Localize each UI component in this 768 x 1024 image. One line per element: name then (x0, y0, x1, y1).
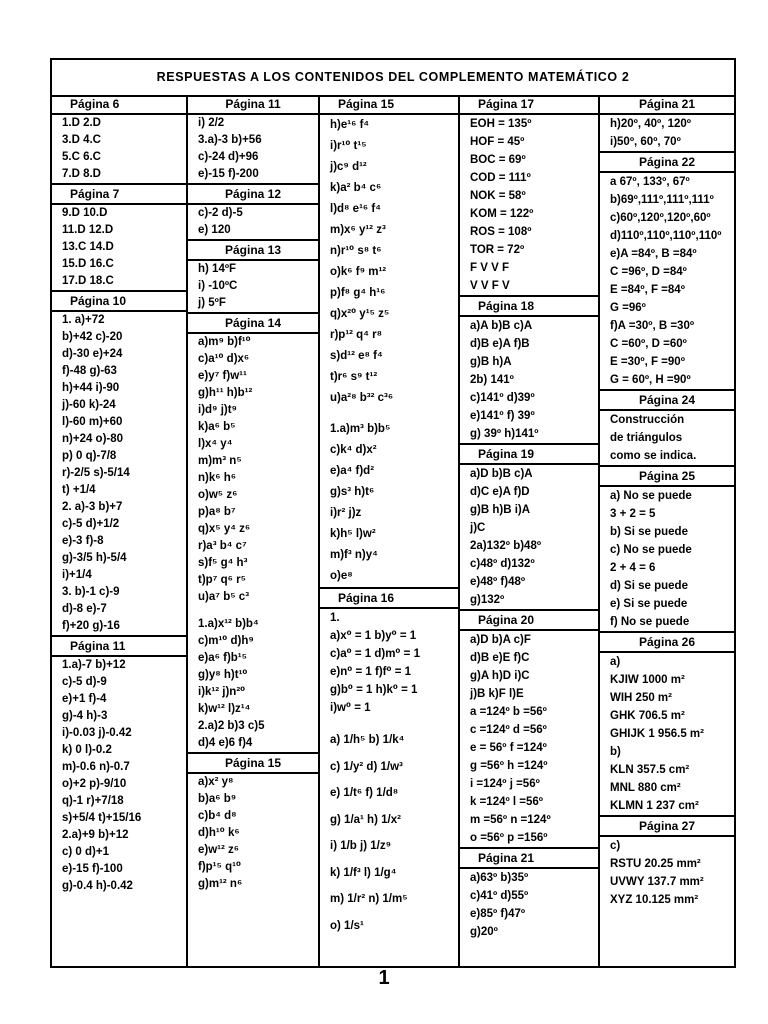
answer-line: d)110º,110º,110º,110º (610, 230, 722, 242)
answer-line: 13.C 14.D (62, 241, 114, 253)
answer-line: k)a⁶ b⁵ (198, 421, 236, 433)
answer-line: p)a⁸ b⁷ (198, 506, 236, 518)
section-header: Página 20 (460, 609, 598, 631)
answer-line: l)d⁸ e¹⁶ f⁴ (330, 203, 381, 215)
answer-sheet (50, 58, 736, 968)
answer-line: s)+5/4 t)+15/16 (62, 812, 142, 824)
answer-line: 3. b)-1 c)-9 (62, 586, 120, 598)
page-section (52, 635, 186, 895)
section-header: Página 21 (600, 95, 734, 115)
answer-line: 1. a)+72 (62, 314, 105, 326)
answer-line: i)-0.03 j)-0.42 (62, 727, 132, 739)
page-section (188, 239, 318, 312)
answer-line: F V V F (470, 262, 509, 274)
answer-line: GHK 706.5 m² (610, 710, 685, 722)
answer-line: C =60º, D =60º (610, 338, 687, 350)
answer-line: h) 14ºF (198, 263, 237, 275)
answer-line: 3 + 2 = 5 (610, 508, 656, 520)
answer-line: 7.D 8.D (62, 168, 101, 180)
answer-line: g)y⁸ h)t¹⁰ (198, 669, 248, 681)
answer-line: m) 1/r² n) 1/m⁵ (330, 893, 408, 905)
column-5 (598, 95, 734, 966)
answer-line: d) Si se puede (610, 580, 688, 592)
answer-line: i =124º j =56º (470, 778, 540, 790)
answer-line: o) 1/s¹ (330, 919, 364, 932)
answer-line: g)20º (470, 926, 498, 938)
answer-line: s)d¹² e⁸ f⁴ (330, 350, 383, 362)
answer-line: b)a⁶ b⁹ (198, 793, 237, 805)
answer-line: j) 5ºF (198, 297, 226, 309)
section-header: Página 7 (52, 183, 186, 205)
section-header: Página 22 (600, 151, 734, 173)
answer-line: c) 0 d)+1 (62, 846, 109, 858)
answer-line: q)x²⁰ y¹⁵ z⁵ (330, 308, 390, 320)
answer-line: m)x⁶ y¹² z³ (330, 224, 386, 236)
page-section (320, 587, 458, 939)
column-4 (458, 95, 598, 966)
answer-line: XYZ 10.125 mm² (610, 894, 699, 906)
answer-line: MNL 880 cm² (610, 782, 681, 794)
answer-line: ROS = 108º (470, 226, 532, 238)
answer-line: u)a²⁸ b³² c³⁶ (330, 392, 394, 404)
answer-line: RSTU 20.25 mm² (610, 858, 701, 870)
section-header: Página 16 (320, 587, 458, 609)
answer-line: 3.D 4.C (62, 134, 101, 146)
answer-line: g)b⁰ = 1 h)k⁰ = 1 (330, 684, 418, 696)
answer-line: a)63º b)35º (470, 872, 529, 884)
answer-line: c)b⁴ d⁸ (198, 810, 237, 822)
answer-line: i) 2/2 (198, 117, 225, 129)
column-3 (318, 95, 458, 966)
answer-line: c)a⁰ = 1 d)m⁰ = 1 (330, 648, 420, 660)
page-section (188, 312, 318, 752)
answer-line: e)141º f) 39º (470, 410, 535, 422)
answer-line: e) 120 (198, 224, 231, 236)
section-header: Página 18 (460, 295, 598, 317)
answer-line: g =56º h =124º (470, 760, 548, 772)
page-section (600, 631, 734, 815)
answer-line: E =30º, F =90º (610, 356, 685, 368)
page-section (600, 95, 734, 151)
answer-line: e)-3 f)-8 (62, 535, 104, 547)
answer-line: como se indica. (610, 450, 697, 462)
section-header: Página 19 (460, 443, 598, 465)
answer-line: f)+20 g)-16 (62, 620, 120, 632)
answer-line: f)-48 g)-63 (62, 365, 117, 377)
answer-line: d)-30 e)+24 (62, 348, 123, 360)
section-header: Página 13 (188, 239, 318, 261)
section-header: Página 12 (188, 183, 318, 205)
answer-line: h)e¹⁶ f⁴ (330, 119, 370, 131)
answer-line: G =96º (610, 302, 646, 314)
answer-line: i)+1/4 (62, 569, 92, 581)
section-header: Página 25 (600, 465, 734, 487)
answer-line: 2. a)-3 b)+7 (62, 501, 123, 513)
page-section (460, 295, 598, 443)
answer-line: c)60º,120º,120º,60º (610, 212, 711, 224)
page-section (320, 95, 458, 587)
page-section (600, 151, 734, 389)
answer-line: a)D b)B c)A (470, 468, 533, 480)
answer-line: k) 1/f³ l) 1/g⁴ (330, 866, 397, 879)
answer-line: b)+42 c)-20 (62, 331, 123, 343)
answer-line: c)-5 d)-9 (62, 676, 107, 688)
section-header: Página 24 (600, 389, 734, 411)
page-section (460, 443, 598, 609)
answer-line: m)f³ n)y⁴ (330, 549, 378, 561)
answer-line: C =96º, D =84º (610, 266, 687, 278)
answer-line: k)h⁵ l)w² (330, 528, 376, 540)
section-header: Página 15 (188, 752, 318, 774)
page-section (460, 609, 598, 847)
answer-line: c) (610, 840, 621, 852)
answer-line: de triángulos (610, 432, 683, 444)
answer-line: 2.a)+9 b)+12 (62, 829, 129, 841)
answer-line: b) (610, 746, 621, 758)
answer-line: 2a)132º b)48º (470, 540, 542, 552)
answer-line: 1.a)m³ b)b⁵ (330, 423, 391, 435)
answer-line: 15.D 16.C (62, 258, 114, 270)
answer-line: g)-4 h)-3 (62, 710, 108, 722)
answer-line: g) 1/a¹ h) 1/x² (330, 813, 401, 826)
answer-line: Construcción (610, 414, 685, 426)
answer-line: a)x⁰ = 1 b)y⁰ = 1 (330, 630, 417, 642)
answer-line: e)-15 f)-200 (198, 168, 259, 180)
document-title: RESPUESTAS A LOS CONTENIDOS DEL COMPLEMENTO MATEMÁTICO 2 (52, 60, 734, 97)
page-section (188, 752, 318, 893)
answer-line: 3.a)-3 b)+56 (198, 134, 262, 146)
answer-line: o)e⁸ (330, 570, 353, 582)
answer-line: f)A =30º, B =30º (610, 320, 695, 332)
answer-line: i)r² j)z (330, 507, 362, 519)
page-number: 1 (378, 967, 390, 989)
section-header: Página 10 (52, 290, 186, 312)
answer-line: e)w¹² z⁶ (198, 844, 240, 856)
answer-line: c) 1/y² d) 1/w³ (330, 760, 403, 773)
answer-line: a)x² y⁸ (198, 776, 234, 788)
answer-line: c =124º d =56º (470, 724, 547, 736)
answer-line: c)141º d)39º (470, 392, 535, 404)
answer-line: n)r¹⁰ s⁸ t⁶ (330, 245, 382, 257)
section-header: Página 17 (460, 95, 598, 115)
answer-line: i)w⁰ = 1 (330, 702, 371, 714)
answer-line: d)-8 e)-7 (62, 603, 107, 615)
column-2 (186, 95, 318, 966)
answer-line: o)k⁶ f⁹ m¹² (330, 266, 387, 278)
answer-line: a)m⁹ b)f¹⁰ (198, 336, 251, 348)
answer-line: g)-0.4 h)-0.42 (62, 880, 133, 892)
answer-line: e)85º f)47º (470, 908, 526, 920)
page-section (52, 183, 186, 290)
answer-line: r)-2/5 s)-5/14 (62, 467, 130, 479)
answer-line: q)x⁵ y⁴ z⁶ (198, 523, 251, 535)
answer-line: e)A =84º, B =84º (610, 248, 697, 260)
answer-line: m)-0.6 n)-0.7 (62, 761, 130, 773)
answer-line: a) (610, 656, 621, 668)
answer-line: n)k⁶ h⁶ (198, 472, 237, 484)
answer-line: b)69º,111º,111º,111º (610, 194, 714, 206)
answer-line: g)-3/5 h)-5/4 (62, 552, 127, 564)
answer-line: t)p⁷ q⁶ r⁵ (198, 574, 247, 586)
column-1 (52, 95, 186, 966)
answer-line: j)-60 k)-24 (62, 399, 116, 411)
answer-line: a =124º b =56º (470, 706, 547, 718)
section-header: Página 14 (188, 312, 318, 334)
answer-line: c)-2 d)-5 (198, 207, 243, 219)
answer-line: f) No se puede (610, 616, 690, 628)
page-section (52, 290, 186, 635)
answer-line: p) 0 q)-7/8 (62, 450, 117, 462)
answer-line: k)a² b⁴ c⁶ (330, 182, 382, 194)
answer-line: 1. (330, 612, 340, 624)
answer-line: q)-1 r)+7/18 (62, 795, 124, 807)
answer-line: 2b) 141º (470, 374, 514, 386)
answer-line: KJIW 1000 m² (610, 674, 685, 686)
answer-line: c)k⁴ d)x² (330, 444, 377, 456)
answer-line: WIH 250 m² (610, 692, 672, 704)
answer-line: c)41º d)55º (470, 890, 529, 902)
answer-line: 1.a)-7 b)+12 (62, 659, 126, 671)
answer-line: h)20º, 40º, 120º (610, 118, 692, 130)
section-header: Página 21 (460, 847, 598, 869)
answer-line: j)B k)F l)E (470, 688, 524, 700)
answer-line: e) 1/t⁶ f) 1/d⁸ (330, 787, 399, 799)
answer-line: c)-5 d)+1/2 (62, 518, 120, 530)
answer-line: e)+1 f)-4 (62, 693, 107, 705)
answer-line: d)B e)E f)C (470, 652, 530, 664)
answer-line: 5.C 6.C (62, 151, 101, 163)
answer-line: r)p¹² q⁴ r⁸ (330, 329, 383, 341)
answer-line: s)f⁵ g⁴ h³ (198, 557, 248, 569)
answer-line: a) 1/h⁵ b) 1/k⁴ (330, 734, 405, 746)
section-header: Página 15 (320, 95, 458, 115)
answer-line: g)A h)D i)C (470, 670, 530, 682)
answer-line: r)a³ b⁴ c⁷ (198, 540, 247, 552)
answer-line: t)r⁶ s⁹ t¹² (330, 371, 378, 383)
page-section (188, 183, 318, 239)
answer-line: c)m¹⁰ d)h⁹ (198, 635, 254, 647)
answer-line: k) 0 l)-0.2 (62, 744, 112, 756)
spacer (188, 606, 318, 616)
answer-line: k =124º l =56º (470, 796, 543, 808)
answer-line: HOF = 45º (470, 136, 525, 148)
answer-line: b) Si se puede (610, 526, 688, 538)
answer-line: V V F V (470, 280, 510, 292)
answer-line: d)h¹⁰ k⁶ (198, 827, 240, 839)
answer-line: 2 + 4 = 6 (610, 562, 656, 574)
answer-line: i) 1/b j) 1/z⁹ (330, 840, 392, 852)
answer-line: 11.D 12.D (62, 224, 114, 236)
answer-line: COD = 111º (470, 172, 531, 184)
answer-line: BOC = 69º (470, 154, 526, 166)
answer-line: GHIJK 1 956.5 m² (610, 728, 704, 740)
section-header: Página 26 (600, 631, 734, 653)
answer-line: o =56º p =156º (470, 832, 548, 844)
answer-line: KLMN 1 237 cm² (610, 800, 699, 812)
page-section (460, 95, 598, 295)
answer-line: d)C e)A f)D (470, 486, 530, 498)
answer-line: o)w⁵ z⁶ (198, 489, 238, 501)
answer-line: g)132º (470, 594, 505, 606)
answer-line: l)-60 m)+60 (62, 416, 123, 428)
answer-line: NOK = 58º (470, 190, 526, 202)
answer-line: 1.D 2.D (62, 117, 101, 129)
answer-line: p)f⁸ g⁴ h¹⁶ (330, 287, 386, 299)
answer-line: e)a⁴ f)d² (330, 465, 375, 477)
answer-line: e)-15 f)-100 (62, 863, 123, 875)
answer-line: k)w¹² l)z¹⁴ (198, 703, 251, 715)
section-header: Página 27 (600, 815, 734, 837)
answer-line: G = 60º, H =90º (610, 374, 691, 386)
answer-line: 1.a)x¹² b)b⁴ (198, 618, 259, 630)
answer-line: 17.D 18.C (62, 275, 114, 287)
answer-line: d)4 e)6 f)4 (198, 737, 253, 749)
answer-line: UVWY 137.7 mm² (610, 876, 704, 888)
answer-line: j)c⁹ d¹² (330, 161, 367, 173)
answer-line: t) +1/4 (62, 484, 96, 496)
answer-line: g)B h)A (470, 356, 512, 368)
answer-line: g)B h)B i)A (470, 504, 531, 516)
answer-line: e)y⁷ f)w¹¹ (198, 370, 247, 382)
answer-line: g)s³ h)t⁶ (330, 486, 375, 498)
answer-line: g) 39º h)141º (470, 428, 539, 440)
spacer (320, 717, 458, 727)
answer-line: EOH = 135º (470, 118, 532, 130)
answer-line: e)n⁰ = 1 f)f⁰ = 1 (330, 666, 412, 678)
page-section (188, 95, 318, 183)
answer-line: f)p¹⁵ q¹⁰ (198, 861, 242, 873)
answer-line: m =56º n =124º (470, 814, 551, 826)
page-section (52, 95, 186, 183)
answer-line: h)+44 i)-90 (62, 382, 120, 394)
answer-line: o)+2 p)-9/10 (62, 778, 127, 790)
answer-line: c)-24 d)+96 (198, 151, 259, 163)
answer-line: a)A b)B c)A (470, 320, 533, 332)
answer-line: c)48º d)132º (470, 558, 535, 570)
section-header: Página 11 (188, 95, 318, 115)
section-header: Página 11 (52, 635, 186, 657)
answer-line: TOR = 72º (470, 244, 525, 256)
page-section (600, 465, 734, 631)
answer-line: KLN 357.5 cm² (610, 764, 690, 776)
answer-line: i)k¹² j)n²⁰ (198, 686, 246, 698)
answer-line: E =84º, F =84º (610, 284, 685, 296)
answer-line: d)B e)A f)B (470, 338, 530, 350)
answer-line: i)50º, 60º, 70º (610, 136, 681, 148)
page-section (600, 815, 734, 909)
answer-line: i)d⁹ j)t⁹ (198, 404, 238, 416)
answer-line: e)a⁶ f)b¹⁵ (198, 652, 248, 664)
answer-line: a)D b)A c)F (470, 634, 531, 646)
answer-line: i)r¹⁰ t¹⁵ (330, 140, 367, 152)
answer-line: g)h¹¹ h)b¹² (198, 387, 253, 399)
answer-line: m)m³ n⁵ (198, 455, 242, 467)
answer-line: l)x⁴ y⁴ (198, 438, 233, 450)
answer-line: a 67º, 133º, 67º (610, 176, 690, 188)
answer-line: e)48º f)48º (470, 576, 526, 588)
answer-line: e = 56º f =124º (470, 742, 547, 754)
answer-line: a) No se puede (610, 490, 692, 502)
answer-line: j)C (470, 522, 486, 534)
answer-line: 9.D 10.D (62, 207, 108, 219)
answer-line: e) Si se puede (610, 598, 688, 610)
page-section (600, 389, 734, 465)
spacer (320, 409, 458, 419)
answer-line: KOM = 122º (470, 208, 534, 220)
answer-line: g)m¹² n⁶ (198, 878, 243, 890)
answer-line: n)+24 o)-80 (62, 433, 124, 445)
answer-line: c) No se puede (610, 544, 692, 556)
answer-line: u)a⁷ b⁵ c³ (198, 591, 250, 603)
answer-line: 2.a)2 b)3 c)5 (198, 720, 265, 732)
answer-line: c)a¹⁰ d)x⁶ (198, 353, 250, 365)
section-header: Página 6 (52, 95, 186, 115)
answer-line: i) -10ºC (198, 280, 238, 292)
page-section (460, 847, 598, 941)
